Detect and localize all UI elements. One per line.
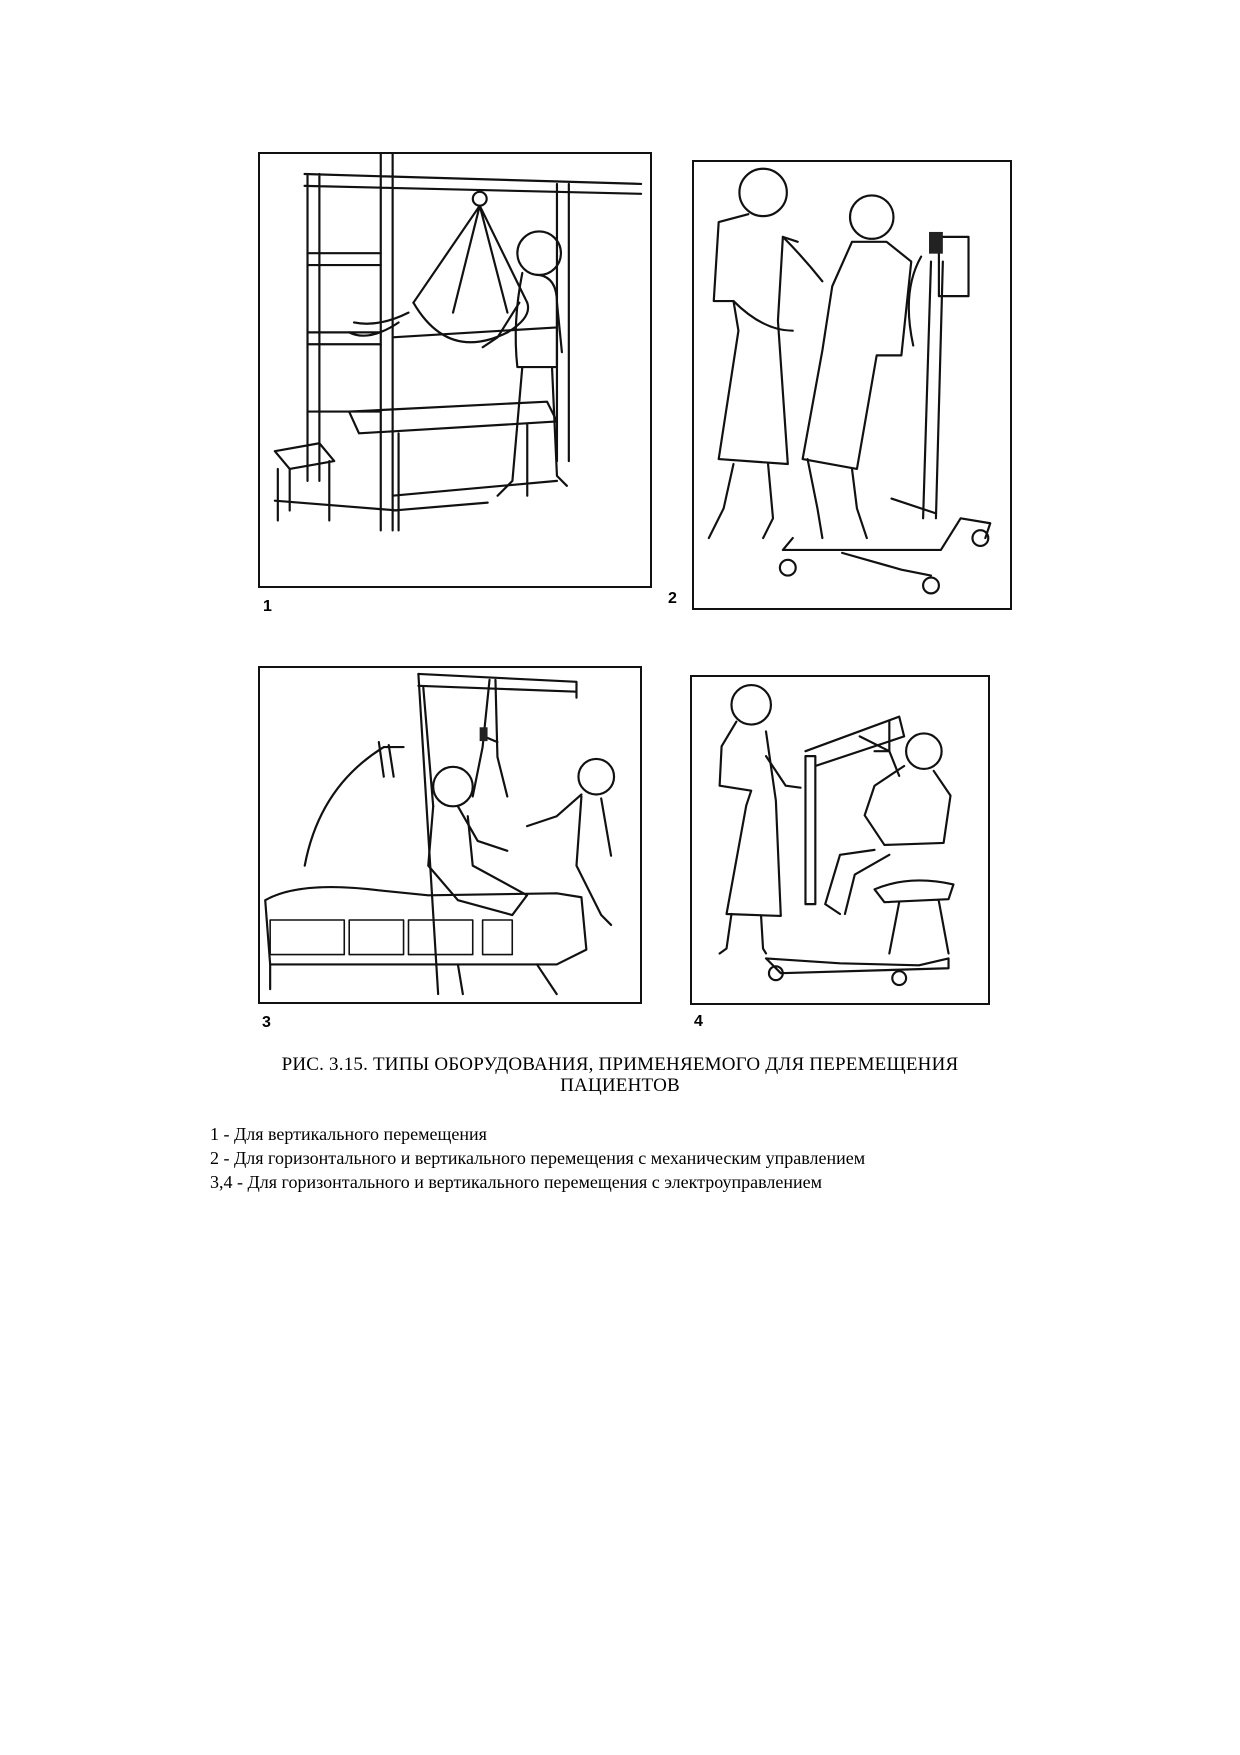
figure-caption: [200, 1054, 1040, 1096]
panel-number-4: 4: [694, 1013, 703, 1030]
mechanical-patient-lift-illustration: [694, 162, 1010, 608]
panel-number-1: 1: [263, 598, 272, 615]
figure-legend: [210, 1122, 865, 1194]
caption-line-2: ПАЦИЕНТОВ: [560, 1075, 680, 1096]
caption-line-1: РИС. 3.15. ТИПЫ ОБОРУДОВАНИЯ, ПРИМЕНЯЕМОГО ДЛЯ ПЕРЕМЕЩЕНИЯ: [281, 1054, 959, 1075]
vertical-lift-frame-illustration: [260, 154, 650, 586]
legend-item-2: 2 - Для горизонтального и вертикального перемещения с механическим управлением: [210, 1148, 866, 1168]
figure-panel-1: [258, 152, 652, 588]
figure-panel-3: [258, 666, 642, 1004]
legend-item-3-4: 3,4 - Для горизонтального и вертикального перемещения с электроуправлением: [210, 1172, 823, 1192]
panel-number-3: 3: [262, 1014, 271, 1031]
panel-number-2: 2: [668, 590, 677, 607]
ceiling-track-lift-illustration: [260, 668, 640, 1002]
electric-mobile-lift-illustration: [692, 677, 988, 1003]
figure-panel-4: [690, 675, 990, 1005]
legend-item-1: 1 - Для вертикального перемещения: [210, 1124, 487, 1144]
figure-panel-2: [692, 160, 1012, 610]
